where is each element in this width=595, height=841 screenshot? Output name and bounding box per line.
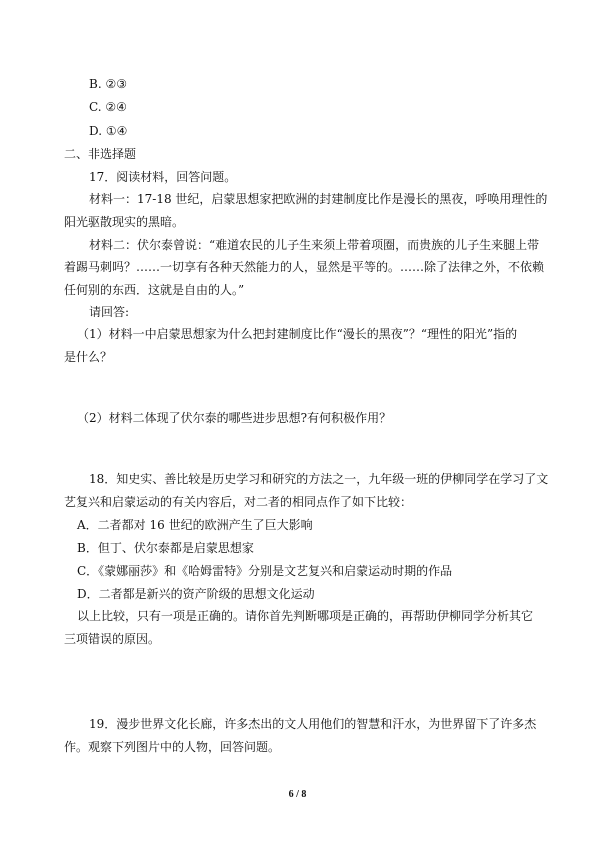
option-d: D. ①④ — [89, 124, 128, 138]
q17-material1-line2: 阳光驱散现实的黑暗。 — [64, 215, 185, 229]
q18-line2: 艺复兴和启蒙运动的有关内容后，对二者的相同点作了如下比较： — [64, 495, 413, 509]
q18-option-b: B．但丁、伏尔泰都是启蒙思想家 — [77, 541, 254, 555]
option-c: C. ②④ — [89, 100, 127, 114]
page-number: 6 / 8 — [288, 789, 307, 800]
q18-option-d: D．二者都是新兴的资产阶级的思想文化运动 — [77, 587, 315, 601]
q17-ask: 请回答: — [89, 305, 130, 319]
q18-option-c: C．《蒙娜丽莎》和《哈姆雷特》分别是文艺复兴和启蒙运动时期的作品 — [77, 564, 453, 578]
q18-line3: 以上比较，只有一项是正确的。请你首先判断哪项是正确的，再帮助伊柳同学分析其它 — [77, 609, 534, 623]
q17-title: 17．阅读材料，回答问题。 — [89, 170, 237, 184]
q17-material2-line1: 材料二：伏尔泰曾说：“难道农民的儿子生来须上带着项圈，而贵族的儿子生来腿上带 — [89, 238, 540, 252]
q19-line2: 作。观察下列图片中的人物，回答问题。 — [64, 740, 281, 754]
q18-line1: 18．知史实、善比较是历史学习和研究的方法之一，九年级一班的伊柳同学在学习了文 — [89, 472, 549, 486]
q17-sub1-line1: （1）材料一中启蒙思想家为什么把封建制度比作“漫长的黑夜”？“理性的阳光”指的 — [77, 327, 518, 341]
q18-line4: 三项错误的原因。 — [64, 632, 161, 646]
q17-material2-line2: 着踢马刺吗？……一切享有各种天然能力的人，显然是平等的。……除了法律之外，不依赖 — [64, 260, 545, 274]
q18-option-a: A．二者都对 16 世纪的欧洲产生了巨大影响 — [77, 518, 313, 532]
option-b: B. ②③ — [89, 77, 127, 91]
section-title: 二、非选择题 — [64, 147, 137, 161]
q17-sub2: （2）材料二体现了伏尔泰的哪些进步思想?有何积极作用？ — [77, 411, 392, 425]
q17-sub1-line2: 是什么？ — [64, 350, 113, 364]
q17-material1-line1: 材料一：17-18 世纪，启蒙思想家把欧洲的封建制度比作是漫长的黑夜，呼唤用理性的 — [89, 192, 548, 206]
q19-line1: 19．漫步世界文化长廊，许多杰出的文人用他们的智慧和汗水，为世界留下了许多杰 — [89, 717, 537, 731]
q17-material2-line3: 任何别的东西．这就是自由的人。” — [64, 283, 245, 297]
